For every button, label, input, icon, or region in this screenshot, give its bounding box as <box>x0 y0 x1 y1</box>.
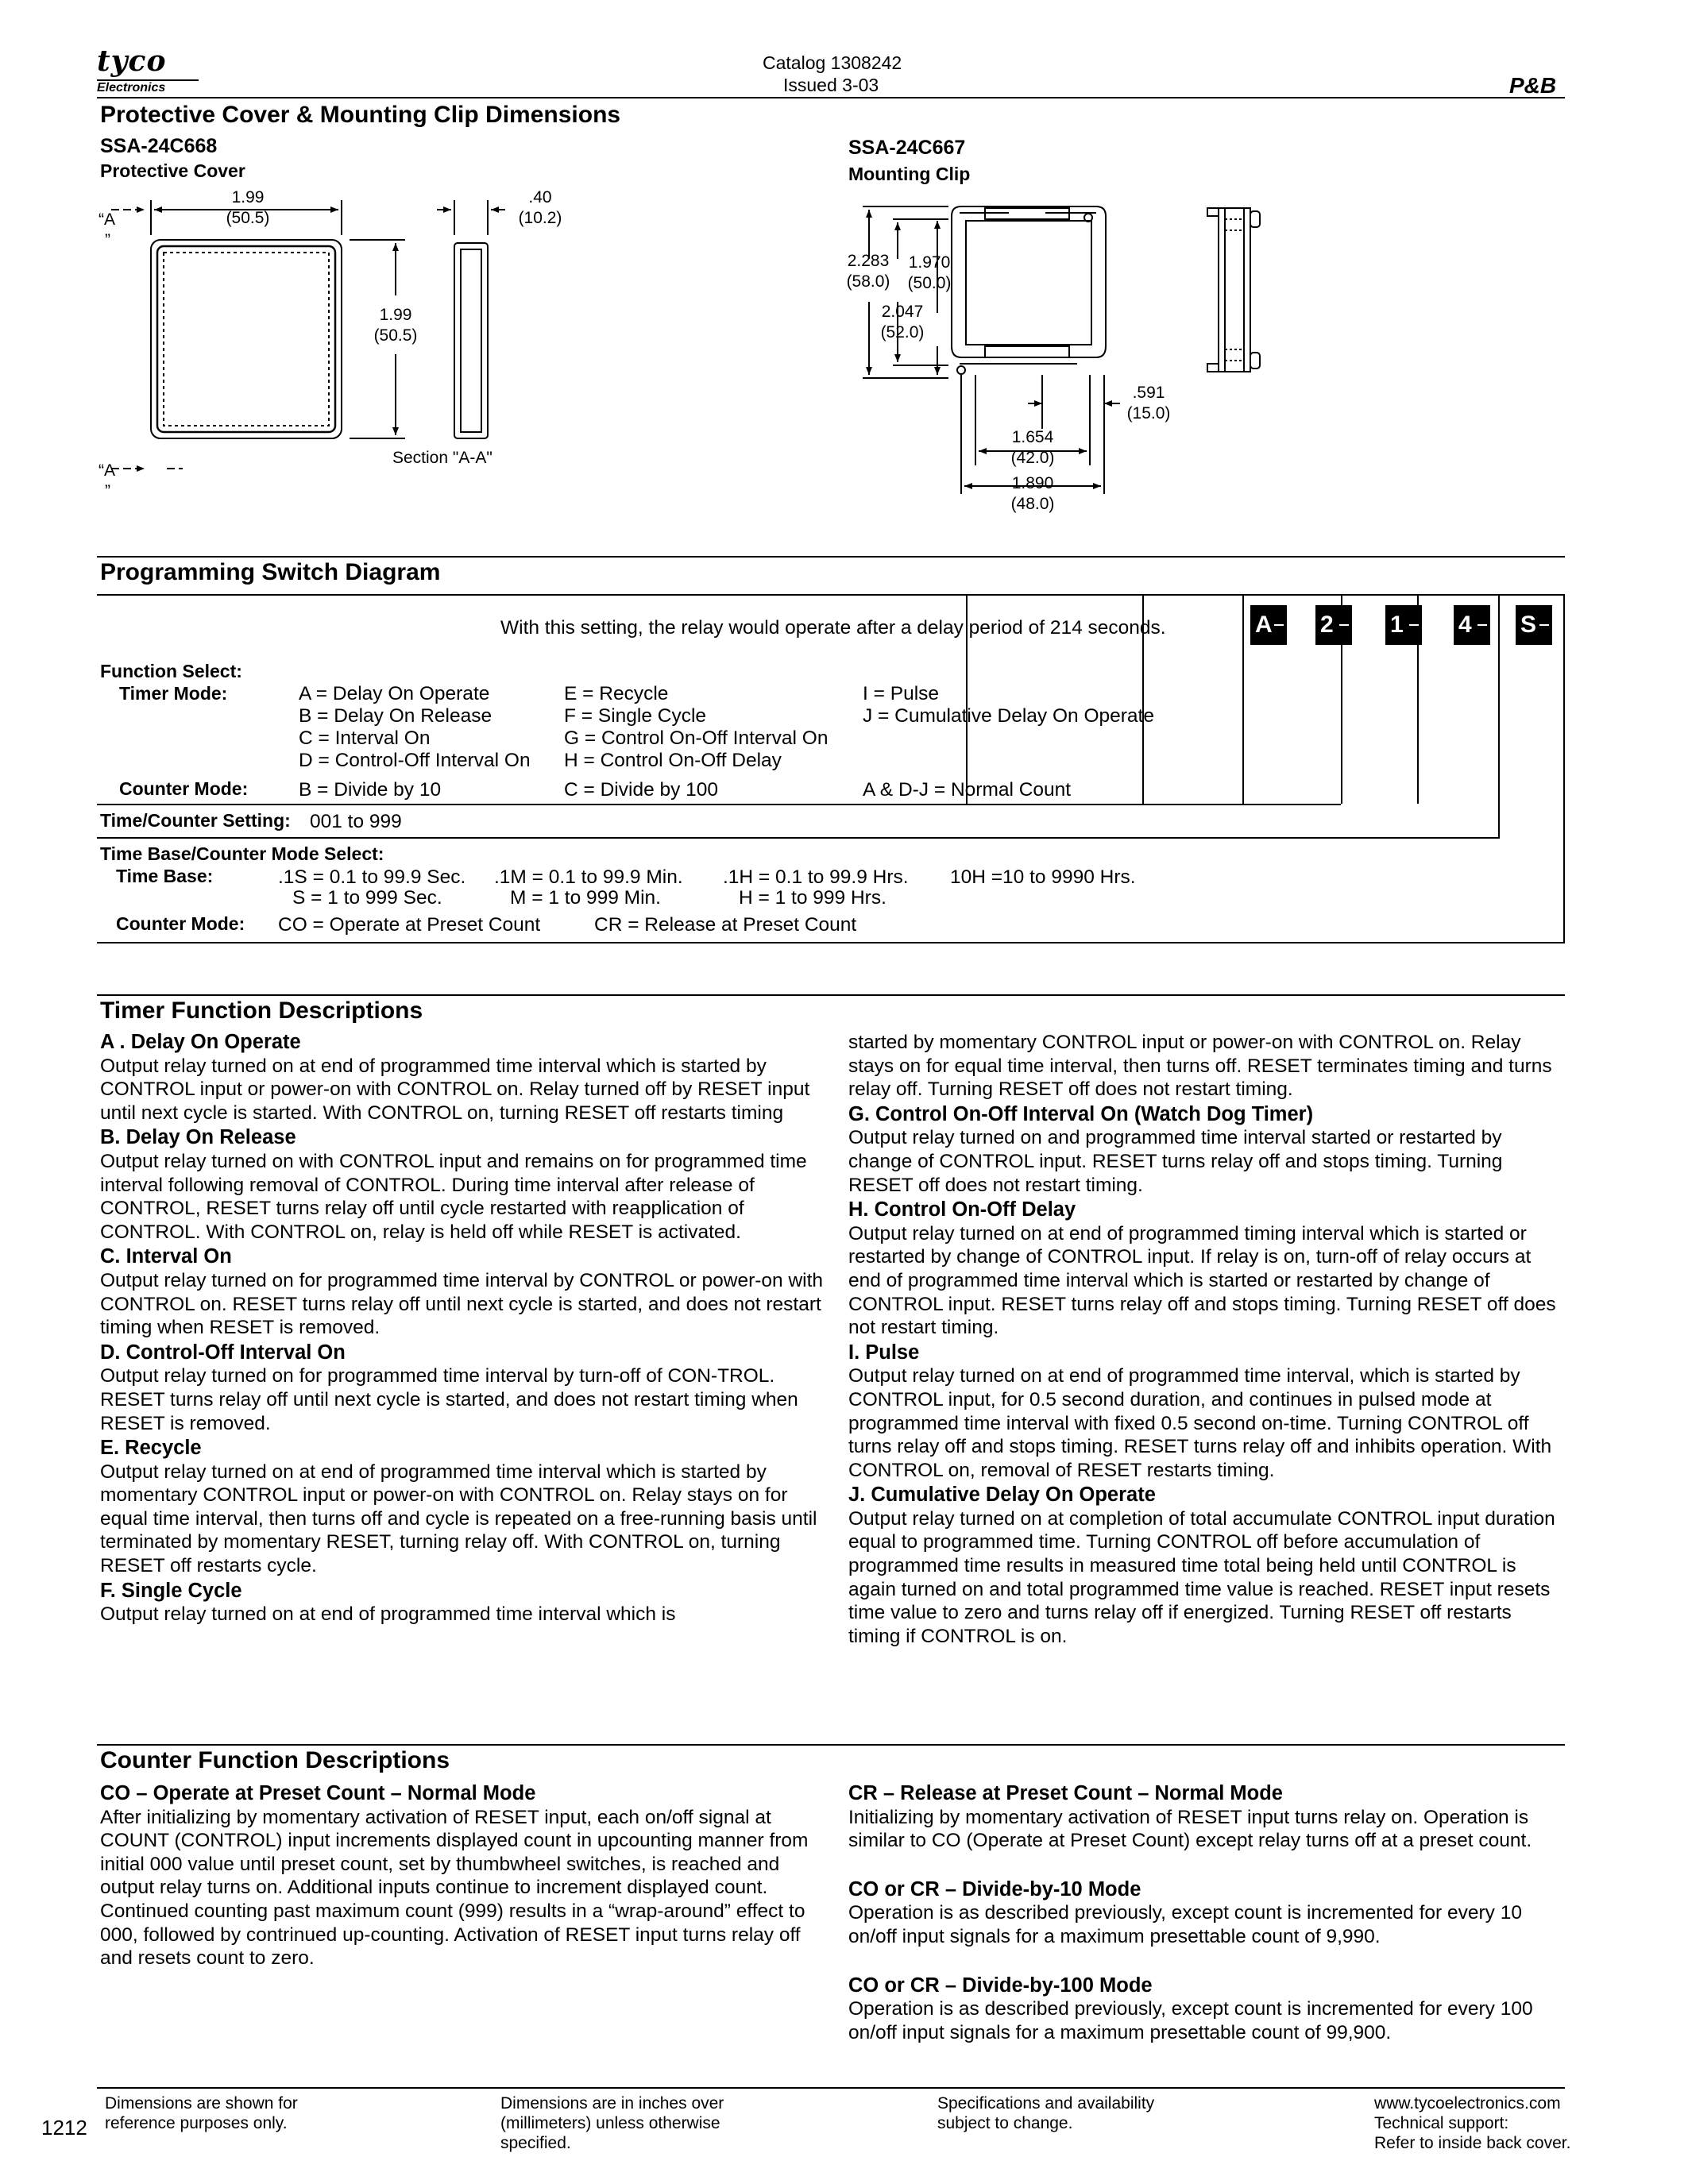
clip-part-number: SSA-24C667 <box>848 137 966 159</box>
counter-cr-title: CR – Release at Preset Count – Normal Mode <box>848 1782 1283 1804</box>
switch-a[interactable]: A <box>1250 605 1287 645</box>
switch-s[interactable]: S <box>1516 605 1552 645</box>
clip-dim-2283: 2.283 (58.0) <box>846 252 890 291</box>
counter-mode-b: B = Divide by 10 <box>299 779 442 801</box>
counter-co-title: CO – Operate at Preset Count – Normal Mode <box>100 1782 536 1804</box>
website-link[interactable]: www.tycoelectronics.com <box>1374 2094 1561 2113</box>
timer-f-text: Output relay turned on at end of programmed time interval which is <box>100 1603 676 1626</box>
section-a-top: “A <box>98 210 115 229</box>
time-counter-label: Time/Counter Setting: <box>100 810 291 831</box>
section-a-bottom-quote: ” <box>105 482 110 500</box>
time-base-m: M = 1 to 999 Min. <box>510 887 661 909</box>
counter-mode-co: CO = Operate at Preset Count <box>278 914 541 936</box>
footer-col2: Dimensions are in inches over (millimeters) unless otherwise specified. <box>500 2094 724 2152</box>
issue-date: Issued 3-03 <box>783 75 879 95</box>
counter-mode-cr: CR = Release at Preset Count <box>594 914 857 936</box>
switch-4[interactable]: 4 <box>1454 605 1490 645</box>
counter-mode2-label: Counter Mode: <box>116 913 245 934</box>
clip-dim-591: .591 (15.0) <box>1126 384 1171 423</box>
counter-mode-c: C = Divide by 100 <box>564 779 719 801</box>
timer-title: Timer Function Descriptions <box>100 997 423 1024</box>
time-base-label: Time Base: <box>116 866 214 886</box>
timer-mode-col3: I = Pulse J = Cumulative Delay On Operate <box>863 683 1154 727</box>
section-label: Section "A-A" <box>392 449 492 467</box>
timer-j-text: Output relay turned on at completion of total accumulate CONTROL input duration equal to programmed time. Turning CONTROL off before accumulation of programmed time results in measured time total being held until CONTROL is again turned on and total programmed time value is reached. RESET input resets time value to zero and turns relay off if energized. Turning RESET off restarts timing if CONTROL is on. <box>848 1507 1555 1647</box>
counter-mode-normal: A & D-J = Normal Count <box>863 779 1072 801</box>
clip-dim-1970: 1.970 (50.0) <box>907 253 952 292</box>
time-base-s: S = 1 to 999 Sec. <box>292 887 442 909</box>
brand: P&B <box>1509 73 1557 98</box>
cover-depth-label: .40 (10.2) <box>518 188 562 227</box>
timer-right-column <box>848 1031 1563 1648</box>
timer-a-title: A . Delay On Operate <box>100 1031 301 1053</box>
timer-d-title: D. Control-Off Interval On <box>100 1341 346 1364</box>
programming-rule <box>97 556 1565 558</box>
timer-i-text: Output relay turned on at end of programmed time interval, which is started by CONTROL input, for 0.5 second duration, and continues in pulsed mode at programmed time interval with fixed 0.5 second on-time. Turning CONTROL off turns relay off and stops timing. RESET turns relay off and inhibits operation. With CONTROL on, removal of RESET restarts timing. <box>848 1365 1552 1481</box>
timer-g-text: Output relay turned on and programmed time interval started or restarted by change of CONTROL input. RESET turns relay off and stops timing. Turning RESET off does not restart timing. <box>848 1127 1503 1196</box>
page-number: 1212 <box>41 2116 87 2140</box>
timer-rule <box>97 994 1565 996</box>
counter-title: Counter Function Descriptions <box>100 1747 450 1773</box>
timer-g-title: G. Control On-Off Interval On (Watch Dog Timer) <box>848 1102 1314 1125</box>
cover-width-label: 1.99 (50.5) <box>226 188 270 227</box>
timer-h-title: H. Control On-Off Delay <box>848 1198 1076 1221</box>
logo-sub: Electronics <box>97 81 166 95</box>
time-base-1h: .1H = 0.1 to 99.9 Hrs. <box>723 866 909 888</box>
counter-co-text: After initializing by momentary activation of RESET input, each on/off signal at COUNT (CONTROL) input increments displayed count in upcounting manner from initial 000 value until preset count, set by thumbwheel switches, is reached and output relay turns on. Additional inputs continue to increment displayed count. Continued counting past maximum count (999) results in a “wrap-around” effect to 000, followed by contrinued up-counting. Activation of RESET input turns relay off and resets count to zero. <box>100 1806 809 1970</box>
timer-left-column <box>100 1031 831 1626</box>
section-a-top-quote: ” <box>105 231 110 249</box>
cover-height-label: 1.99 (50.5) <box>373 306 418 345</box>
programming-title: Programming Switch Diagram <box>100 559 441 585</box>
time-base-10h: 10H =10 to 9990 Hrs. <box>950 866 1136 888</box>
timer-c-title: C. Interval On <box>100 1245 232 1268</box>
time-base-h: H = 1 to 999 Hrs. <box>739 887 886 909</box>
cover-name: Protective Cover <box>100 160 245 181</box>
mounting-clip-drawing <box>858 191 1350 508</box>
time-base-select-label: Time Base/Counter Mode Select: <box>100 843 384 864</box>
timer-i-title: I. Pulse <box>848 1341 920 1364</box>
clip-dim-1654: 1.654 (42.0) <box>1010 428 1055 467</box>
timer-d-text: Output relay turned on for programmed time interval by turn-off of CON-TROL. RESET turns relay off until next cycle is started, and does not restart timing when RESET is removed. <box>100 1365 798 1434</box>
clip-dim-2047: 2.047 (52.0) <box>880 303 925 341</box>
header-rule <box>97 97 1565 98</box>
counter-cr-text: Initializing by momentary activation of RESET input turns relay on. Operation is similar to CO (Operate at Preset Count) except relay turns off at a preset count. <box>848 1806 1532 1852</box>
footer-col4: www.tycoelectronics.com Technical support: Refer to inside back cover. <box>1374 2094 1571 2152</box>
timer-e-title: E. Recycle <box>100 1437 202 1460</box>
switch-2[interactable]: 2 <box>1315 605 1352 645</box>
timer-b-text: Output relay turned on with CONTROL input and remains on for programmed time interval following removal of CONTROL. During time interval after release of CONTROL, RESET turns relay off until cycle restarted with reapplication of CONTROL. With CONTROL on, relay is held off while RESET is activated. <box>100 1150 807 1243</box>
switch-1[interactable]: 1 <box>1385 605 1422 645</box>
counter-rule <box>97 1744 1565 1746</box>
time-counter-value: 001 to 999 <box>310 811 402 832</box>
catalog-number: Catalog 1308242 <box>763 52 902 73</box>
footer-col3: Specifications and availability subject to change. <box>937 2094 1155 2132</box>
cover-part-number: SSA-24C668 <box>100 135 218 157</box>
footer-col1: Dimensions are shown for reference purposes only. <box>105 2094 298 2132</box>
counter-d10-title: CO or CR – Divide-by-10 Mode <box>848 1877 1141 1900</box>
dimensions-title: Protective Cover & Mounting Clip Dimensions <box>100 102 621 128</box>
counter-d100-title: CO or CR – Divide-by-100 Mode <box>848 1974 1153 1997</box>
timer-f-title: F. Single Cycle <box>100 1579 242 1602</box>
timer-c-text: Output relay turned on for programmed time interval by CONTROL or power-on with CONTROL on. RESET turns relay off until next cycle is started, and does not restart timing when RESET is removed. <box>100 1269 824 1339</box>
timer-f-cont: started by momentary CONTROL input or power-on with CONTROL on. Relay stays on for equal time interval, then turns off. RESET terminates timing and turns relay off. Turning RESET off does not restart timing. <box>848 1032 1552 1101</box>
counter-d10-text: Operation is as described previously, except count is incremented for every 10 on/off input signals for a maximum presettable count of 9,990. <box>848 1902 1522 1947</box>
function-select-label: Function Select: <box>100 661 242 681</box>
counter-mode-label: Counter Mode: <box>119 778 249 799</box>
timer-h-text: Output relay turned on at end of programmed timing interval which is started or restarted by change of CONTROL input. If relay is on, turn-off of relay occurs at end of programmed time interval which is started or restarted by change of CONTROL input. RESET turns relay off and stops timing. Turning RESET off does not restart timing. <box>848 1222 1556 1339</box>
clip-name: Mounting Clip <box>848 164 971 184</box>
section-a-bottom: “A <box>98 461 115 480</box>
logo: tyco <box>97 44 167 78</box>
counter-right-column <box>848 1782 1563 2044</box>
setting-note: With this setting, the relay would operate after a delay period of 214 seconds. <box>500 617 1166 639</box>
clip-dim-1890: 1.890 (48.0) <box>1010 474 1055 513</box>
counter-d100-text: Operation is as described previously, except count is incremented for every 100 on/off input signals for a maximum presettable count of 99,900. <box>848 1998 1533 2043</box>
footer-rule <box>97 2087 1565 2089</box>
timer-mode-col2: E = Recycle F = Single Cycle G = Control On-Off Interval On H = Control On-Off Delay <box>564 683 829 771</box>
counter-left-column <box>100 1782 815 1970</box>
timer-e-text: Output relay turned on at end of programmed time interval which is started by momentary CONTROL input or power-on with CONTROL on. Relay stays on for equal time interval, then turns off and cycle is repeated on a free-running basis until terminated by momentary RESET, turning relay off. With CONTROL on, turning RESET off restarts cycle. <box>100 1461 817 1577</box>
timer-j-title: J. Cumulative Delay On Operate <box>848 1484 1156 1507</box>
timer-a-text: Output relay turned on at end of programmed time interval which is started by CONTROL input or power-on with CONTROL on. Relay turned off by RESET input until next cycle is started. With CONTROL on, turning RESET off restarts timing <box>100 1055 810 1124</box>
timer-mode-col1: A = Delay On Operate B = Delay On Release C = Interval On D = Control-Off Interval On <box>299 683 531 771</box>
timer-mode-label: Timer Mode: <box>119 683 228 704</box>
timer-b-title: B. Delay On Release <box>100 1126 296 1149</box>
time-base-1s: .1S = 0.1 to 99.9 Sec. <box>278 866 466 888</box>
time-base-1m: .1M = 0.1 to 99.9 Min. <box>494 866 683 888</box>
